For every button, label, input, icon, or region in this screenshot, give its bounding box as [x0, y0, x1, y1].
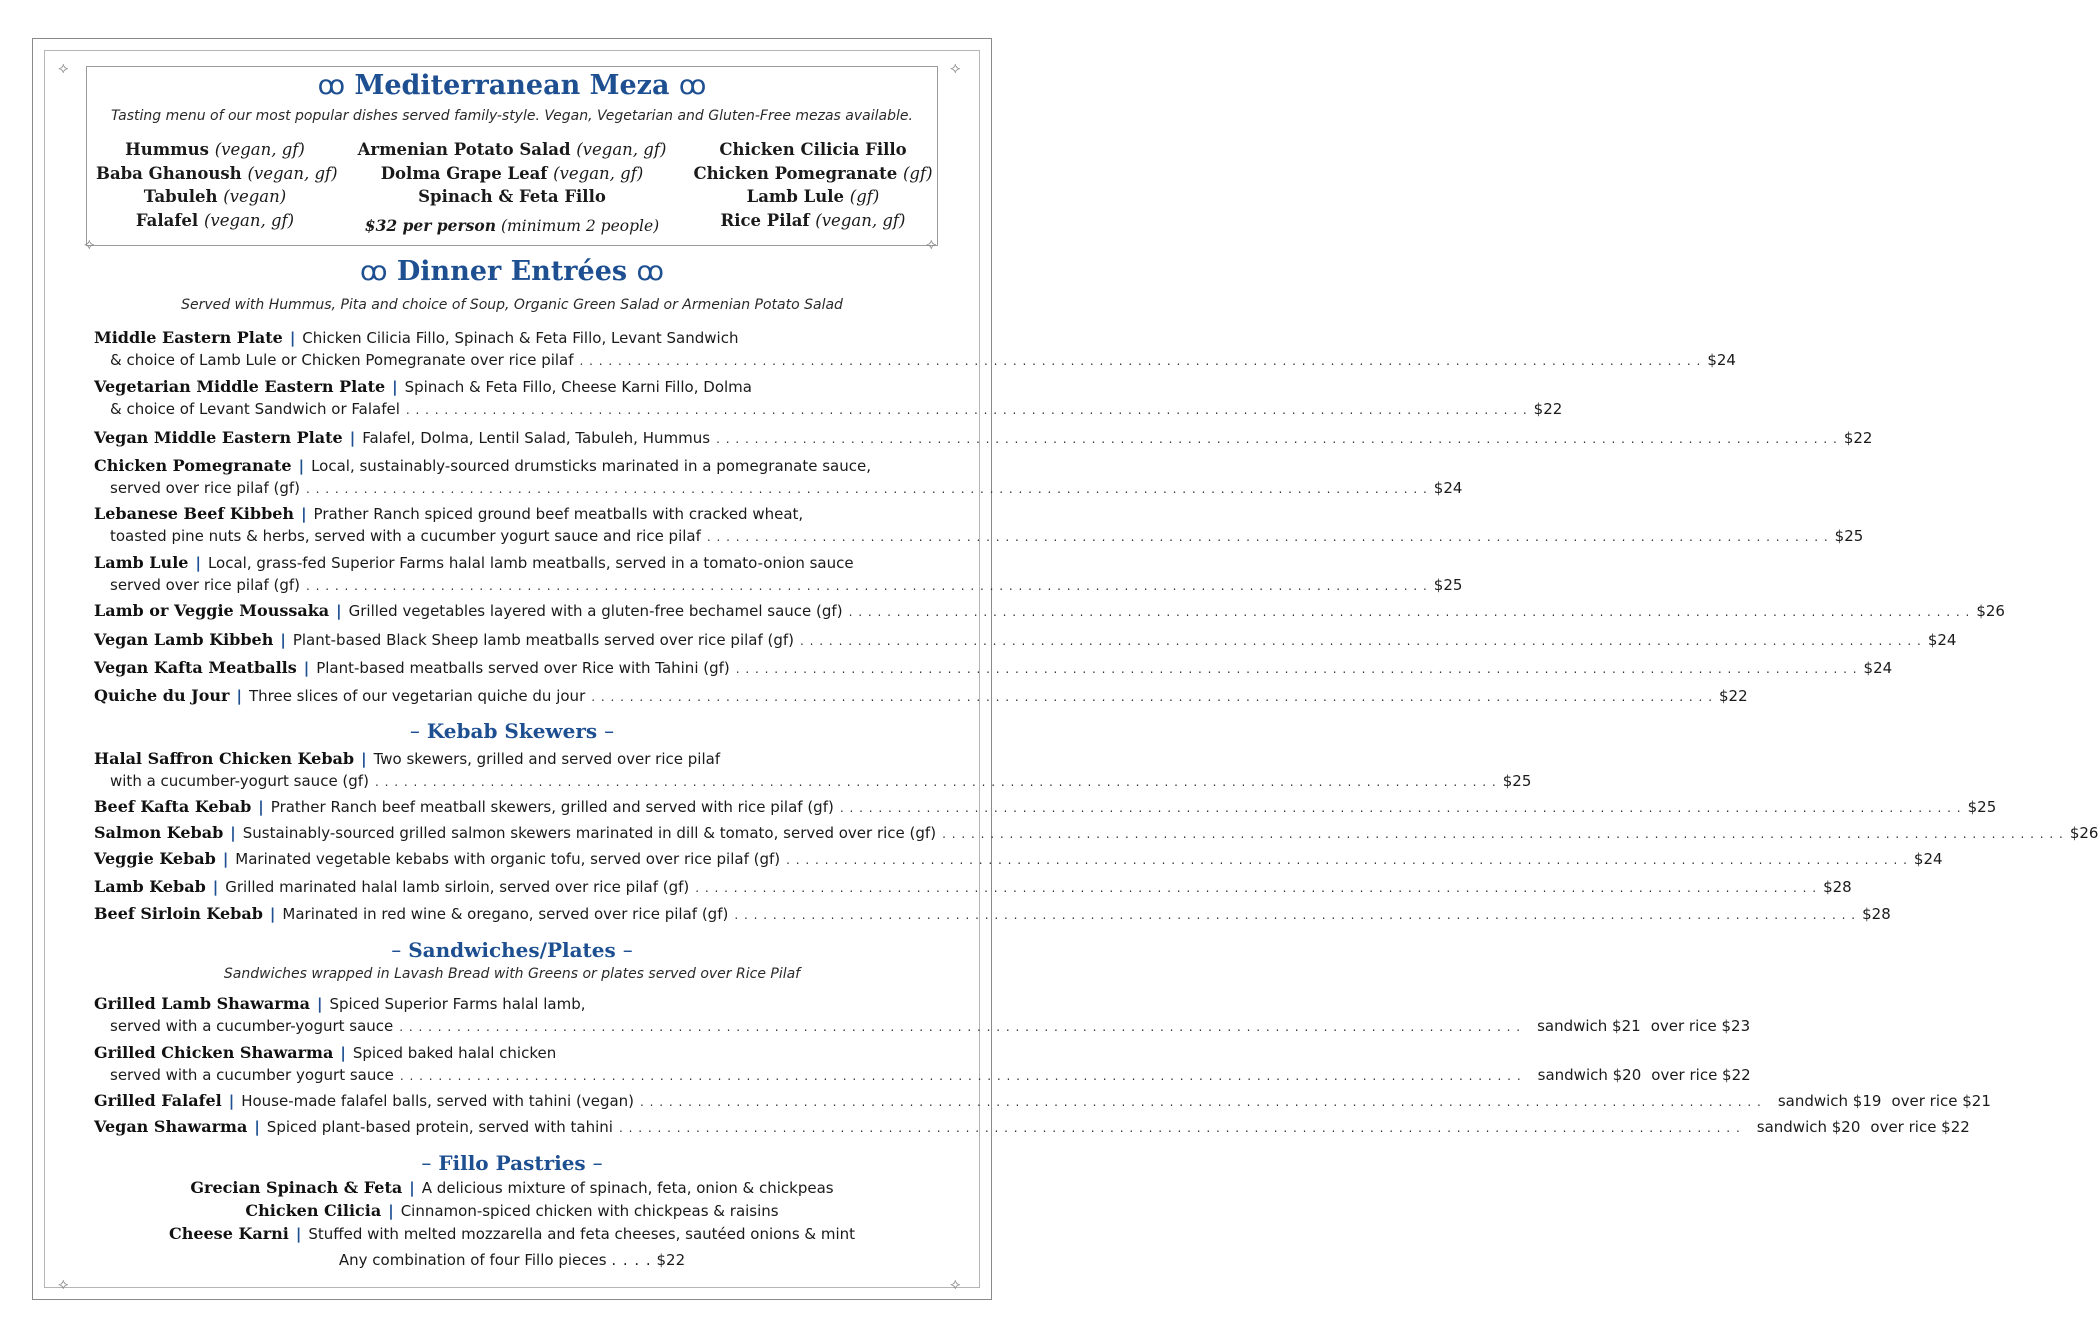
menu-item [94, 327, 1736, 372]
menu-item-name: Chicken Pomegranate [94, 456, 292, 475]
menu-item-desc: Grilled vegetables layered with a gluten-free bechamel sauce (gf) [348, 602, 843, 620]
menu-item [94, 796, 1997, 819]
fillo-title [0, 1151, 1024, 1175]
menu-item-desc: Two skewers, grilled and served over rice pilaf [373, 750, 721, 768]
menu-item-name: Vegetarian Middle Eastern Plate [94, 377, 386, 396]
menu-item-desc: with a cucumber-yogurt sauce (gf) [110, 772, 369, 790]
separator: | [212, 878, 219, 896]
menu-item-desc: Prather Ranch spiced ground beef meatballs with cracked wheat, [313, 505, 804, 523]
menu-item-name: Lamb Kebab [94, 877, 206, 896]
menu-item-desc: Chicken Cilicia Fillo, Spinach & Feta Fillo, Levant Sandwich [302, 329, 739, 347]
menu-item-line [94, 685, 1748, 708]
menu-item-price: $25 [1967, 798, 1997, 816]
menu-item-desc: Local, grass-fed Superior Farms halal lamb meatballs, served in a tomato-onion sauce [207, 554, 854, 572]
separator: | [258, 798, 264, 816]
leader-dots: . . . . . . . . . . . . . . . . . . . . . . . . . . . . . . . . . . . . . . . . . . . . . . . . . . . . . . . . . . . . . . . . . . . . . . . . . . . . . . . . . . . . . . . . . . . . . . . . . . . . . . . . . . . . . . . . . . . . . [800, 634, 1922, 648]
menu-item [94, 376, 1563, 421]
separator: | [317, 995, 323, 1013]
menu-item [94, 1116, 1970, 1139]
menu-item-price: $22 [1719, 687, 1748, 705]
entrees-subtitle: Served with Hummus, Pita and choice of Soup, Organic Green Salad or Armenian Potato Salad [181, 297, 843, 313]
menu-item-name: Vegan Kafta Meatballs [94, 658, 297, 677]
menu-item-price: $22 [1843, 429, 1873, 447]
menu-item-line [94, 1090, 1991, 1113]
menu-item-name: Veggie Kebab [94, 849, 216, 868]
menu-item-desc: Spiced Superior Farms halal lamb, [329, 995, 586, 1013]
meza-item: Baba Ghanoush (vegan, gf) [96, 163, 338, 183]
menu-item-desc: Three slices of our vegetarian quiche du jour [248, 687, 586, 705]
menu-item-desc: Prather Ranch beef meatball skewers, grilled and served with rice pilaf (gf) [270, 798, 834, 816]
menu-item-name: Quiche du Jour [94, 686, 230, 705]
menu-item-line [94, 848, 1943, 871]
leader-dots: . . . . . . . . . . . . . . . . . . . . . . . . . . . . . . . . . . . . . . . . . . . . . . . . . . . . . . . . . . . . . . . . . . . . . . . . . . . . . . . . . . . . . . . . . . . . . . . . . . . . . . . . . . . . . . . . . . . . . [734, 908, 1857, 922]
leader-dots: . . . . . . . . . . . . . . . . . . . . . . . . . . . . . . . . . . . . . . . . . . . . . . . . . . . . . . . . . . . . . . . . . . . . . . . . . . . . . . . . . . . . . . . . . . . . . . . . . . . . . . . . . . . . . . . . . . . . . [579, 354, 1702, 368]
menu-item-desc: Falafel, Dolma, Lentil Salad, Tabuleh, Hummus [362, 429, 711, 447]
swirl-ornament-icon: ꝏ [636, 256, 665, 287]
menu-item-name: Grilled Lamb Shawarma [94, 994, 310, 1013]
menu-item-prices [1747, 1116, 1970, 1138]
meza-item: Dolma Grape Leaf (vegan, gf) [380, 163, 644, 183]
menu-item-desc: Plant-based meatballs served over Rice with Tahini (gf) [316, 659, 730, 677]
leader-dots: . . . . . . . . . . . . . . . . . . . . . . . . . . . . . . . . . . . . . . . . . . . . . . . . . . . . . . . . . . . . . . . . . . . . . . . . . . . . . . . . . . . . . . . . . . . . . . . . . . . . . . . . . . . . . . . . . . . . . [640, 1095, 1762, 1109]
menu-item-line [94, 455, 938, 477]
menu-item-name: Vegan Middle Eastern Plate [94, 428, 343, 447]
menu-item-price: $24 [1707, 351, 1736, 369]
menu-item-desc: Grilled marinated halal lamb sirloin, served over rice pilaf (gf) [225, 878, 690, 896]
menu-item-price: $24 [1433, 479, 1463, 497]
fillo-combo-price: $22 [656, 1251, 686, 1269]
menu-item-desc: served over rice pilaf (gf) [110, 576, 301, 594]
dash-ornament-icon: – [421, 1151, 432, 1175]
swirl-ornament-icon: ꝏ [317, 70, 346, 101]
menu-item-desc: House-made falafel balls, served with tahini (vegan) [241, 1092, 635, 1110]
menu-item-line [94, 376, 938, 398]
separator: | [269, 905, 276, 923]
menu-item [94, 455, 1463, 500]
corner-ornament-icon: ⟡ [58, 1274, 69, 1293]
menu-item-price: $24 [1913, 850, 1943, 868]
menu-item-desc: & choice of Levant Sandwich or Falafel [110, 400, 400, 418]
sandwiches-title [0, 938, 1024, 962]
dash-ornament-icon: – [622, 938, 633, 962]
menu-item-line [94, 1116, 1970, 1139]
fillo-combo: Any combination of four Fillo pieces . . . . $22 [338, 1251, 686, 1269]
menu-item-desc: Local, sustainably-sourced drumsticks marinated in a pomegranate sauce, [311, 457, 871, 475]
dash-ornament-icon: – [592, 1151, 603, 1175]
corner-ornament-icon: ⟡ [926, 234, 937, 253]
menu-item-line [94, 525, 1864, 548]
menu-item-line [94, 876, 1852, 899]
meza-column-1 [96, 138, 338, 232]
menu-item-name: Middle Eastern Plate [94, 328, 283, 347]
menu-item-desc: Plant-based Black Sheep lamb meatballs served over rice pilaf (gf) [292, 631, 795, 649]
menu-item-name: Grilled Falafel [94, 1091, 222, 1110]
over-rice-price: over rice $22 [1870, 1118, 1970, 1136]
separator: | [228, 1092, 235, 1110]
meza-item: Falafel (vegan, gf) [135, 210, 295, 230]
menu-item-desc: toasted pine nuts & herbs, served with a cucumber yogurt sauce and rice pilaf [110, 527, 701, 545]
fillo-item-desc: Cinnamon-spiced chicken with chickpeas & raisins [400, 1202, 779, 1220]
fillo-item [0, 1200, 1024, 1222]
menu-item-line [94, 629, 1957, 652]
leader-dots: . . . . . . . . . . . . . . . . . . . . . . . . . . . . . . . . . . . . . . . . . . . . . . . . . . . . . . . . . . . . . . . . . . . . . . . . . . . . . . . . . . . . . . . . . . . . . . . . . . . . . . . . . . . . . . . . . . . . . [591, 690, 1714, 704]
menu-item-desc: Spinach & Feta Fillo, Cheese Karni Fillo, Dolma [404, 378, 752, 396]
fillo-item [0, 1177, 1024, 1199]
corner-ornament-icon: ⟡ [950, 58, 961, 77]
menu-item-line [94, 503, 938, 525]
menu-item-line [94, 600, 2005, 623]
separator: | [388, 1202, 394, 1220]
menu-item-price: $25 [1433, 576, 1463, 594]
menu-item-desc: Spiced baked halal chicken [352, 1044, 557, 1062]
separator: | [230, 824, 236, 842]
separator: | [303, 659, 310, 677]
menu-item [94, 1042, 1751, 1087]
menu-item [94, 848, 1943, 871]
menu-item-price: $24 [1863, 659, 1893, 677]
leader-dots: . . . . . . . . . . . . . . . . . . . . . . . . . . . . . . . . . . . . . . . . . . . . . . . . . . . . . . . . . . . . . . . . . . . . . . . . . . . . . . . . . . . . . . . . . . . . . . . . . . . . . . . . . . . . . . . . . . . . . [706, 530, 1829, 544]
leader-dots: . . . . . . . . . . . . . . . . . . . . . . . . . . . . . . . . . . . . . . . . . . . . . . . . . . . . . . . . . . . . . . . . . . . . . . . . . . . . . . . . . . . . . . . . . . . . . . . . . . . . . . . . . . . . . . . . . . . . . [306, 482, 1428, 496]
separator: | [222, 850, 229, 868]
menu-item [94, 657, 1893, 680]
leader-dots: . . . . . . . . . . . . . . . . . . . . . . . . . . . . . . . . . . . . . . . . . . . . . . . . . . . . . . . . . . . . . . . . . . . . . . . . . . . . . . . . . . . . . . . . . . . . . . . . . . . . . . . . . . . . . . . . . . . . . [306, 579, 1428, 593]
menu-item-line [94, 993, 938, 1015]
menu-item-line [94, 1015, 1751, 1038]
menu-item-line [94, 796, 1997, 819]
menu-item-line [94, 327, 938, 349]
fillo-item-name: Chicken Cilicia [245, 1201, 382, 1220]
fillo-item [0, 1223, 1024, 1245]
meza-item: Tabuleh (vegan) [143, 187, 287, 206]
separator: | [409, 1179, 415, 1197]
menu-item-price: $26 [2069, 824, 2098, 842]
meza-column-2 [346, 138, 678, 209]
fillo-combo-text: Any combination of four Fillo pieces [338, 1251, 607, 1269]
menu-item-line [94, 822, 2098, 845]
menu-item [94, 1090, 1991, 1113]
separator: | [361, 750, 367, 768]
menu-item-line [94, 427, 1873, 450]
menu-item [94, 427, 1873, 450]
leader-dots: . . . . . . . . . . . . . . . . . . . . . . . . . . . . . . . . . . . . . . . . . . . . . . . . . . . . . . . . . . . . . . . . . . . . . . . . . . . . . . . . . . . . . . . . . . . . . . . . . . . . . . . . . . . . . . . . . . . . . [839, 801, 1962, 815]
menu-item-line [94, 903, 1891, 926]
menu-item-line [94, 770, 1532, 793]
menu-item-line [94, 552, 938, 574]
separator: | [349, 429, 356, 447]
menu-item-line [94, 477, 1463, 500]
menu-item-price: $28 [1862, 905, 1891, 923]
kebab-title [0, 719, 1024, 743]
sandwiches-title-text: Sandwiches/Plates [408, 938, 616, 962]
menu-item-line [94, 657, 1893, 680]
over-rice-price: over rice $22 [1651, 1066, 1751, 1084]
menu-item-desc: & choice of Lamb Lule or Chicken Pomegranate over rice pilaf [110, 351, 574, 369]
meza-subtitle: Tasting menu of our most popular dishes served family-style. Vegan, Vegetarian and Gluten-Free mezas available. [111, 108, 913, 124]
leader-dots: . . . . . . . . . . . . . . . . . . . . . . . . . . . . . . . . . . . . . . . . . . . . . . . . . . . . . . . . . . . . . . . . . . . . . . . . . . . . . . . . . . . . . . . . . . . . . . . . . . . . . . . . . . . . . . . . . . . . . [618, 1121, 1741, 1135]
separator: | [298, 457, 305, 475]
menu-item [94, 685, 1748, 708]
menu-item [94, 993, 1751, 1038]
menu-item-line [94, 1064, 1751, 1087]
leader-dots: . . . . . . . . . . . . . . . . . . . . . . . . . . . . . . . . . . . . . . . . . . . . . . . . . . . . . . . . . . . . . . . . . . . . . . . . . . . . . . . . . . . . . . . . . . . . . . . . . . . . . . . . . . . . . . . . . . . . . [695, 881, 1818, 895]
menu-item-name: Vegan Shawarma [94, 1117, 248, 1136]
separator: | [301, 505, 307, 523]
separator: | [195, 554, 201, 572]
leader-dots: . . . . . . . . . . . . . . . . . . . . . . . . . . . . . . . . . . . . . . . . . . . . . . . . . . . . . . . . . . . . . . . . . . . . . . . . . . . . . . . . . . . . . . . . . . . . . . . . . . . . . . . . . . . . . . . . . . . . . [786, 853, 1908, 867]
menu-item-desc: Marinated in red wine & oregano, served over rice pilaf (gf) [282, 905, 729, 923]
menu-item-price: $25 [1502, 772, 1532, 790]
menu-item [94, 503, 1864, 548]
leader-dots: . . . . . . . . . . . . . . . . . . . . . . . . . . . . . . . . . . . . . . . . . . . . . . . . . . . . . . . . . . . . . . . . . . . . . . . . . . . . . . . . . . . . . . . . . . . . . . . . . . . . . . . . . . . . . . . . . . . . . [716, 432, 1838, 446]
menu-item-desc: served with a cucumber-yogurt sauce [110, 1017, 394, 1035]
swirl-ornament-icon: ꝏ [678, 70, 707, 101]
leader-dots: . . . . . . . . . . . . . . . . . . . . . . . . . . . . . . . . . . . . . . . . . . . . . . . . . . . . . . . . . . . . . . . . . . . . . . . . . . . . . . . . . . . . . . . . . . . . . . . . . . . . . . . . . . . . . . . . . . . . . [942, 827, 2064, 841]
sandwich-price: sandwich $19 [1777, 1092, 1882, 1110]
sandwich-price: sandwich $20 [1756, 1118, 1861, 1136]
menu-item-line [94, 349, 1736, 372]
menu-item-desc: Sustainably-sourced grilled salmon skewers marinated in dill & tomato, served over rice (gf) [242, 824, 937, 842]
meza-item: Rice Pilaf (vegan, gf) [720, 210, 906, 230]
menu-item-prices [1528, 1064, 1751, 1086]
menu-item-name: Vegan Lamb Kibbeh [94, 630, 274, 649]
meza-item: Spinach & Feta Fillo [418, 187, 606, 206]
leader-dots: . . . . . . . . . . . . . . . . . . . . . . . . . . . . . . . . . . . . . . . . . . . . . . . . . . . . . . . . . . . . . . . . . . . . . . . . . . . . . . . . . . . . . . . . . . . . . . . . . . . . . . . . . . . . . . . . . . . . . [405, 403, 1528, 417]
menu-item-name: Lebanese Beef Kibbeh [94, 504, 295, 523]
leader-dots: . . . . . . . . . . . . . . . . . . . . . . . . . . . . . . . . . . . . . . . . . . . . . . . . . . . . . . . . . . . . . . . . . . . . . . . . . . . . . . . . . . . . . . . . . . . . . . . . . . . . . . . . . . . . . . . . . . . . . [374, 775, 1497, 789]
meza-item: Hummus (vegan, gf) [125, 140, 305, 159]
menu-item-desc: Marinated vegetable kebabs with organic tofu, served over rice pilaf (gf) [235, 850, 781, 868]
menu-item-name: Lamb or Veggie Moussaka [94, 601, 330, 620]
menu-item-line [94, 398, 1563, 421]
separator: | [392, 378, 398, 396]
corner-ornament-icon: ⟡ [84, 234, 95, 253]
menu-item [94, 876, 1852, 899]
menu-item-line [94, 1042, 938, 1064]
corner-ornament-icon: ⟡ [950, 1274, 961, 1293]
menu-item-price: $22 [1533, 400, 1563, 418]
menu-item-price: $28 [1823, 878, 1852, 896]
fillo-item-name: Cheese Karni [168, 1224, 289, 1243]
separator: | [289, 329, 296, 347]
menu-item [94, 600, 2005, 623]
meza-title-text: Mediterranean Meza [354, 70, 670, 101]
meza-item: Chicken Cilicia Fillo [719, 140, 907, 159]
separator: | [280, 631, 286, 649]
dash-ornament-icon: – [604, 719, 615, 743]
swirl-ornament-icon: ꝏ [359, 256, 388, 287]
sandwich-price: sandwich $21 [1537, 1017, 1641, 1035]
dash-ornament-icon: – [409, 719, 420, 743]
menu-item-desc: served over rice pilaf (gf) [110, 479, 301, 497]
kebab-title-text: Kebab Skewers [426, 719, 598, 743]
menu-item-prices [1527, 1015, 1750, 1037]
meza-column-3 [690, 138, 936, 232]
separator: | [236, 687, 242, 705]
menu-item-price: $26 [1976, 602, 2005, 620]
fillo-title-text: Fillo Pastries [438, 1151, 586, 1175]
menu-item-desc: served with a cucumber yogurt sauce [110, 1066, 394, 1084]
separator: | [340, 1044, 346, 1062]
leader-dots: . . . . . . . . . . . . . . . . . . . . . . . . . . . . . . . . . . . . . . . . . . . . . . . . . . . . . . . . . . . . . . . . . . . . . . . . . . . . . . . . . . . . . . . . . . . . . . . . . . . . . . . . . . . . . . . . . . . . . [848, 605, 1971, 619]
entrees-title-text: Dinner Entrées [396, 256, 628, 287]
leader-dots: . . . . . . . . . . . . . . . . . . . . . . . . . . . . . . . . . . . . . . . . . . . . . . . . . . . . . . . . . . . . . . . . . . . . . . . . . . . . . . . . . . . . . . . . . . . . . . . . . . . . . . . . . . . . . . . . . . . . . [399, 1069, 1522, 1083]
meza-title [0, 70, 1024, 101]
menu-item-name: Salmon Kebab [94, 823, 224, 842]
over-rice-price: over rice $23 [1650, 1017, 1751, 1035]
separator: | [295, 1225, 302, 1243]
menu-item [94, 552, 1463, 597]
fillo-item-name: Grecian Spinach & Feta [190, 1178, 403, 1197]
leader-dots: . . . . . . . . . . . . . . . . . . . . . . . . . . . . . . . . . . . . . . . . . . . . . . . . . . . . . . . . . . . . . . . . . . . . . . . . . . . . . . . . . . . . . . . . . . . . . . . . . . . . . . . . . . . . . . . . . . . . . [399, 1020, 1522, 1034]
separator: | [336, 602, 342, 620]
dash-ornament-icon: – [391, 938, 402, 962]
menu-item-price: $25 [1834, 527, 1864, 545]
menu-item [94, 903, 1891, 926]
sandwiches-subtitle: Sandwiches wrapped in Lavash Bread with Greens or plates served over Rice Pilaf [223, 966, 801, 982]
meza-price: $32 per person (minimum 2 people) [364, 216, 660, 235]
menu-item-name: Beef Kafta Kebab [94, 797, 252, 816]
leader-dots: . . . . . . . . . . . . . . . . . . . . . . . . . . . . . . . . . . . . . . . . . . . . . . . . . . . . . . . . . . . . . . . . . . . . . . . . . . . . . . . . . . . . . . . . . . . . . . . . . . . . . . . . . . . . . . . . . . . . . [735, 662, 1858, 676]
entrees-title [0, 256, 1024, 287]
menu-item-prices [1768, 1090, 1991, 1112]
menu-item [94, 629, 1957, 652]
menu-item [94, 748, 1532, 793]
menu-item [94, 822, 2098, 845]
corner-ornament-icon: ⟡ [58, 58, 69, 77]
over-rice-price: over rice $21 [1891, 1092, 1991, 1110]
separator: | [254, 1118, 260, 1136]
menu-item-desc: Spiced plant-based protein, served with tahini [266, 1118, 613, 1136]
fillo-item-desc: A delicious mixture of spinach, feta, onion & chickpeas [421, 1179, 834, 1197]
meza-item: Chicken Pomegranate (gf) [693, 163, 933, 183]
menu-item-line [94, 574, 1463, 597]
meza-item: Lamb Lule (gf) [746, 187, 880, 206]
menu-item-name: Halal Saffron Chicken Kebab [94, 749, 355, 768]
fillo-item-desc: Stuffed with melted mozzarella and feta cheeses, sautéed onions & mint [308, 1225, 856, 1243]
menu-item-line [94, 748, 938, 770]
menu-item-name: Grilled Chicken Shawarma [94, 1043, 334, 1062]
menu-item-name: Lamb Lule [94, 553, 189, 572]
menu-item-name: Beef Sirloin Kebab [94, 904, 263, 923]
menu-item-price: $24 [1927, 631, 1957, 649]
meza-item: Armenian Potato Salad (vegan, gf) [357, 140, 667, 159]
sandwich-price: sandwich $20 [1537, 1066, 1642, 1084]
